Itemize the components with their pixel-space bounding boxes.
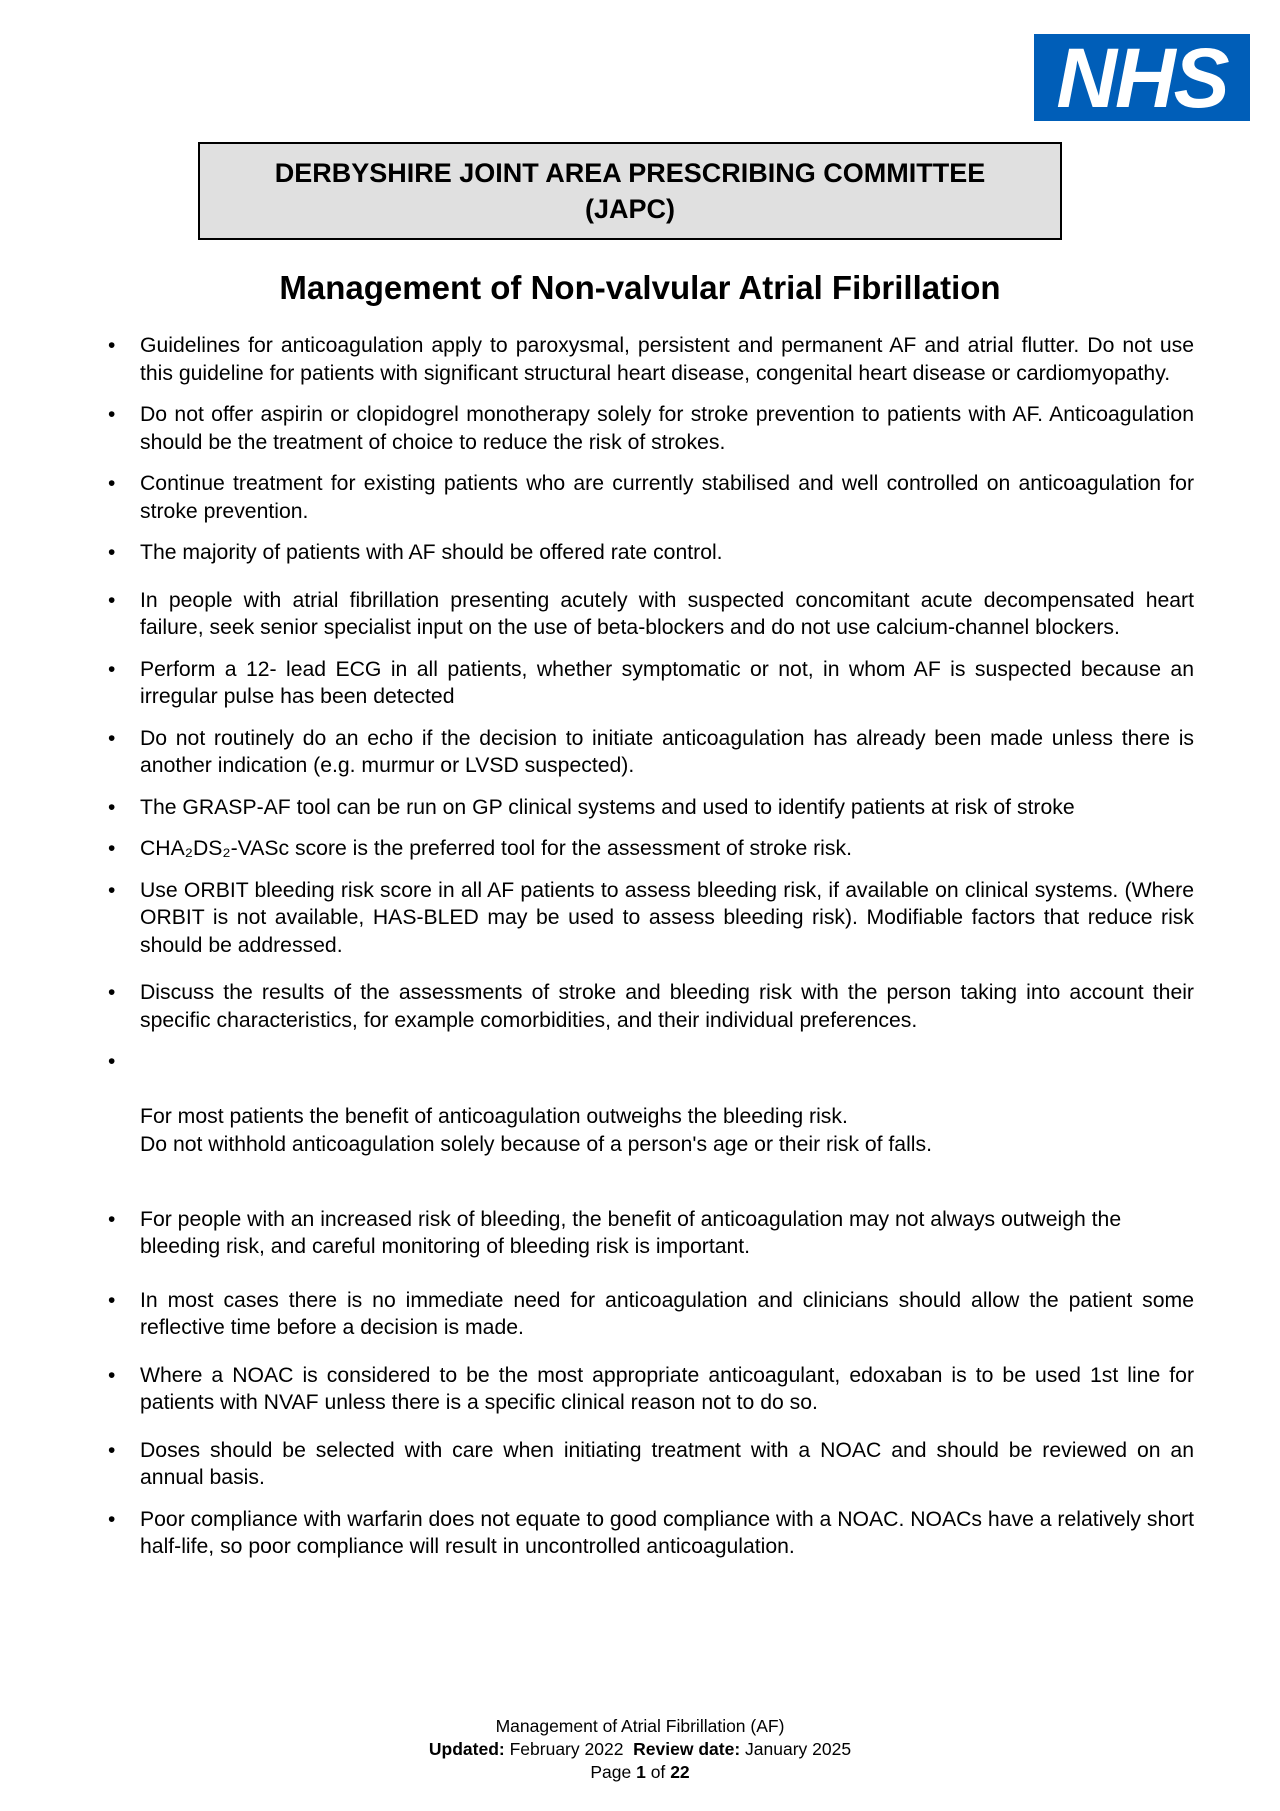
bullet-text: Poor compliance with warfarin does not equate to good compliance with a NOAC. NOACs have a relatively short half-life, so poor compliance will result in uncontrolled anticoagulation.: [140, 1507, 1195, 1558]
bullet-item: [108, 877, 1194, 960]
bullet-text: Do not routinely do an echo if the decision to initiate anticoagulation has already been made unless there is another indication (e.g. murmur or LVSD suspected).: [140, 726, 1194, 777]
page-prefix: Page: [590, 1762, 632, 1782]
updated-label: Updated:: [428, 1739, 505, 1759]
bullet-text: Do not offer aspirin or clopidogrel monotherapy solely for stroke prevention to patients with AF. Anticoagulation should be the treatment of choice to reduce the risk of strokes.: [140, 403, 1194, 454]
footer-document-name: Management of Atrial Fibrillation (AF): [495, 1716, 785, 1736]
bullet-marker: •: [108, 1507, 116, 1531]
guideline-bullet-list: [108, 332, 1194, 1561]
bullet-marker: •: [108, 726, 116, 750]
page-total: 22: [670, 1762, 690, 1782]
bullet-item: [108, 332, 1194, 387]
bullet-item: [108, 1287, 1194, 1342]
bullet-text: The majority of patients with AF should be offered rate control.: [140, 541, 723, 564]
page-number: [0, 1761, 1280, 1784]
bullet-marker: •: [108, 1438, 116, 1462]
bullet-text: For people with an increased risk of bleeding, the benefit of anticoagulation may not always outweigh the bleeding risk, and careful monitoring of bleeding risk is important.: [140, 1207, 1122, 1258]
bullet-marker: •: [108, 1288, 116, 1312]
bullet-marker: •: [108, 541, 116, 564]
bullet-item: [108, 470, 1194, 525]
bullet-marker: •: [108, 878, 116, 902]
bullet-text: In people with atrial fibrillation presenting acutely with suspected concomitant acute decompensated heart failure, seek senior specialist input on the use of beta-blockers and do not use calcium-channel blockers.: [140, 588, 1194, 639]
bullet-item: [108, 1437, 1194, 1492]
bullet-marker: •: [108, 657, 116, 681]
bullet-marker: •: [108, 588, 116, 612]
bullet-item: [108, 794, 1194, 822]
committee-header-box: [198, 142, 1062, 240]
nhs-logo: [1034, 30, 1250, 125]
bullet-item: [108, 1506, 1194, 1561]
bullet-text: Discuss the results of the assessments of stroke and bleeding risk with the person taking into account their specific characteristics, for example comorbidities, and their individual preferences.: [140, 981, 1194, 1032]
bullet-item: [108, 1362, 1194, 1417]
page-of: of: [650, 1762, 666, 1782]
bullet-item: [108, 979, 1194, 1034]
document-title: Management of Non-valvular Atrial Fibrillation: [279, 269, 1001, 306]
bullet-text: For most patients the benefit of anticoagulation outweighs the bleeding risk. Do not withhold anticoagulation solely because of a person's age or their risk of falls.: [140, 1105, 932, 1156]
bullet-item: [108, 401, 1194, 456]
nhs-logo-text: NHS: [1056, 30, 1228, 125]
page-current: 1: [636, 1762, 646, 1782]
review-date-label: Review date:: [633, 1739, 741, 1759]
bullet-text: CHA₂DS₂-VASc score is the preferred tool for the assessment of stroke risk.: [140, 837, 852, 860]
bullet-item: [108, 587, 1194, 642]
bullet-item: [108, 1048, 1194, 1186]
bullet-item: [108, 835, 1194, 863]
bullet-marker: •: [108, 472, 116, 495]
bullet-marker: •: [108, 795, 116, 819]
committee-abbreviation: (JAPC): [584, 194, 675, 224]
bullet-item: [108, 656, 1194, 711]
bullet-marker: •: [108, 334, 116, 357]
bullet-text: Use ORBIT bleeding risk score in all AF patients to assess bleeding risk, if available on clinical systems. (Where ORBIT is not available, HAS-BLED may be used to assess bleeding risk). Modifiable factors that reduce risk should be addressed.: [140, 878, 1194, 957]
page-footer: [0, 1715, 1280, 1784]
bullet-text: Perform a 12- lead ECG in all patients, whether symptomatic or not, in whom AF is suspected because an irregular pulse has been detected: [140, 657, 1194, 708]
committee-name: DERBYSHIRE JOINT AREA PRESCRIBING COMMITTEE: [274, 158, 986, 188]
bullet-marker: •: [108, 403, 116, 426]
bullet-marker: •: [108, 837, 116, 860]
updated-value: February 2022: [509, 1739, 624, 1759]
bullet-marker: •: [108, 1363, 116, 1387]
bullet-text: Doses should be selected with care when initiating treatment with a NOAC and should be reviewed on an annual basis.: [140, 1438, 1194, 1489]
bullet-item: [108, 1206, 1194, 1261]
bullet-text: Guidelines for anticoagulation apply to paroxysmal, persistent and permanent AF and atrial flutter. Do not use this guideline for patients with significant structural heart disease, congenital heart disease or cardiomyopathy.: [140, 334, 1194, 385]
bullet-marker: •: [108, 1207, 116, 1231]
bullet-text: In most cases there is no immediate need for anticoagulation and clinicians should allow the patient some reflective time before a decision is made.: [140, 1288, 1194, 1339]
review-date-value: January 2025: [745, 1739, 852, 1759]
bullet-text: Continue treatment for existing patients who are currently stabilised and well controlled on anticoagulation for stroke prevention.: [140, 472, 1194, 523]
bullet-marker: •: [108, 981, 116, 1004]
bullet-text: Where a NOAC is considered to be the most appropriate anticoagulant, edoxaban is to be used 1st line for patients with NVAF unless there is a specific clinical reason not to do so.: [140, 1363, 1194, 1414]
bullet-item: [108, 725, 1194, 780]
footer-dates: [0, 1738, 1280, 1761]
bullet-marker: •: [108, 1050, 116, 1073]
bullet-item: [108, 539, 1194, 567]
bullet-text: The GRASP-AF tool can be run on GP clinical systems and used to identify patients at risk of stroke: [140, 795, 1075, 819]
